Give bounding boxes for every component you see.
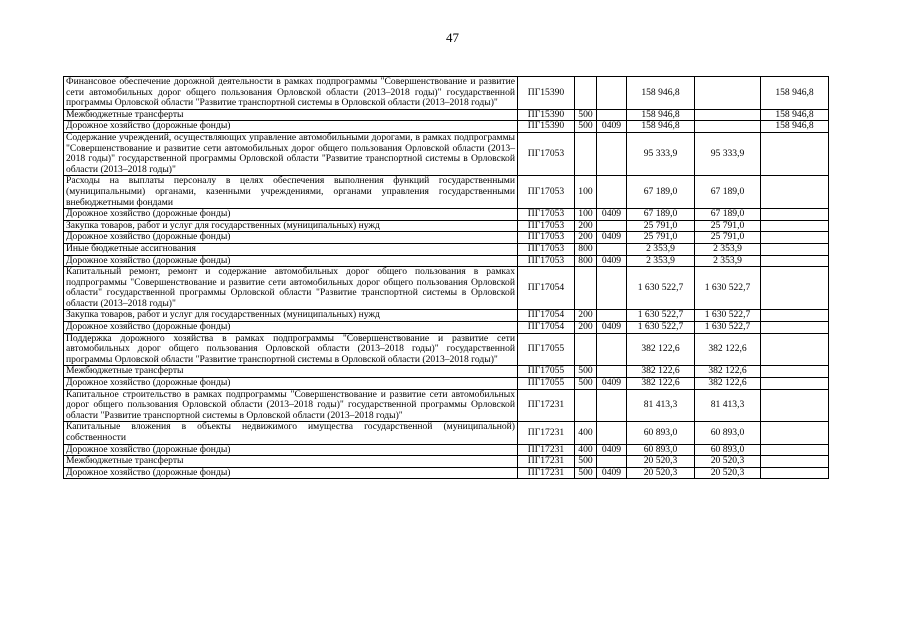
amount-total: 25 791,0: [627, 220, 695, 232]
amount-total: 20 520,3: [627, 456, 695, 468]
expense-type-code: 200: [575, 220, 597, 232]
target-article-code: ПГ17053: [518, 209, 575, 221]
row-description: Дорожное хозяйство (дорожные фонды): [64, 444, 518, 456]
amount-regional: 20 520,3: [695, 456, 761, 468]
amount-total: 1 630 522,7: [627, 310, 695, 322]
section-code: 0409: [597, 209, 627, 221]
section-code: [597, 109, 627, 121]
expense-type-code: 400: [575, 422, 597, 444]
row-description: Поддержка дорожного хозяйства в рамках подпрограммы "Совершенствование и развитие сети автомобильных дорог общего пользования Орловской области (2013–2018 годы)" государственной программы Орловской области "Развитие транспортной системы в Орловской области (2013–2018 годы)": [64, 333, 518, 366]
expense-type-code: 500: [575, 121, 597, 133]
target-article-code: ПГ15390: [518, 121, 575, 133]
section-code: 0409: [597, 444, 627, 456]
budget-table: [63, 76, 829, 479]
target-article-code: ПГ17055: [518, 333, 575, 366]
table-row: [64, 467, 829, 479]
expense-type-code: 800: [575, 255, 597, 267]
amount-total: 20 520,3: [627, 467, 695, 479]
table-row: [64, 209, 829, 221]
amount-total: 25 791,0: [627, 232, 695, 244]
section-code: [597, 220, 627, 232]
section-code: 0409: [597, 378, 627, 390]
section-code: [597, 132, 627, 175]
target-article-code: ПГ17054: [518, 267, 575, 310]
table-row: [64, 132, 829, 175]
table-row: [64, 444, 829, 456]
row-description: Дорожное хозяйство (дорожные фонды): [64, 322, 518, 334]
section-code: [597, 310, 627, 322]
expense-type-code: [575, 77, 597, 110]
amount-federal: [761, 220, 829, 232]
amount-regional: [695, 77, 761, 110]
amount-regional: 25 791,0: [695, 220, 761, 232]
amount-federal: [761, 232, 829, 244]
target-article-code: ПГ17053: [518, 132, 575, 175]
amount-federal: [761, 378, 829, 390]
row-description: Иные бюджетные ассигнования: [64, 243, 518, 255]
row-description: Межбюджетные трансферты: [64, 456, 518, 468]
section-code: [597, 389, 627, 422]
row-description: Дорожное хозяйство (дорожные фонды): [64, 209, 518, 221]
amount-regional: [695, 109, 761, 121]
row-description: Дорожное хозяйство (дорожные фонды): [64, 467, 518, 479]
row-description: Межбюджетные трансферты: [64, 366, 518, 378]
amount-regional: 1 630 522,7: [695, 322, 761, 334]
row-description: Дорожное хозяйство (дорожные фонды): [64, 232, 518, 244]
expense-type-code: 500: [575, 109, 597, 121]
amount-regional: 2 353,9: [695, 243, 761, 255]
target-article-code: ПГ17231: [518, 467, 575, 479]
table-row: [64, 267, 829, 310]
amount-total: 95 333,9: [627, 132, 695, 175]
table-row: [64, 109, 829, 121]
table-row: [64, 220, 829, 232]
target-article-code: ПГ15390: [518, 109, 575, 121]
amount-total: 382 122,6: [627, 333, 695, 366]
expense-type-code: 100: [575, 176, 597, 209]
amount-federal: 158 946,8: [761, 109, 829, 121]
expense-type-code: 200: [575, 310, 597, 322]
section-code: 0409: [597, 232, 627, 244]
table-row: [64, 378, 829, 390]
table-row: [64, 456, 829, 468]
amount-regional: 67 189,0: [695, 209, 761, 221]
table-row: [64, 389, 829, 422]
table-row: [64, 176, 829, 209]
target-article-code: ПГ17231: [518, 422, 575, 444]
amount-federal: [761, 333, 829, 366]
section-code: 0409: [597, 322, 627, 334]
target-article-code: ПГ17053: [518, 243, 575, 255]
amount-federal: [761, 467, 829, 479]
amount-regional: 1 630 522,7: [695, 267, 761, 310]
amount-regional: 95 333,9: [695, 132, 761, 175]
target-article-code: ПГ17231: [518, 389, 575, 422]
amount-regional: 60 893,0: [695, 422, 761, 444]
amount-federal: [761, 176, 829, 209]
table-row: [64, 366, 829, 378]
amount-regional: 382 122,6: [695, 366, 761, 378]
amount-federal: [761, 389, 829, 422]
amount-total: 60 893,0: [627, 422, 695, 444]
target-article-code: ПГ17053: [518, 255, 575, 267]
section-code: [597, 366, 627, 378]
amount-federal: [761, 255, 829, 267]
amount-total: 60 893,0: [627, 444, 695, 456]
amount-regional: 20 520,3: [695, 467, 761, 479]
row-description: Дорожное хозяйство (дорожные фонды): [64, 378, 518, 390]
target-article-code: ПГ17053: [518, 232, 575, 244]
table-row: [64, 121, 829, 133]
row-description: Содержание учреждений, осуществляющих управление автомобильными дорогами, в рамках подпрограммы "Совершенствование и развитие сети автомобильных дорог общего пользования Орловской области (2013–2018 годы)" государственной программы Орловской области "Развитие транспортной системы в Орловской области (2013–2018 годы)": [64, 132, 518, 175]
expense-type-code: [575, 389, 597, 422]
row-description: Капитальные вложения в объекты недвижимого имущества государственной (муниципальной) собственности: [64, 422, 518, 444]
row-description: Дорожное хозяйство (дорожные фонды): [64, 121, 518, 133]
amount-regional: 382 122,6: [695, 378, 761, 390]
row-description: Закупка товаров, работ и услуг для государственных (муниципальных) нужд: [64, 220, 518, 232]
target-article-code: ПГ17053: [518, 220, 575, 232]
target-article-code: ПГ17055: [518, 366, 575, 378]
table-row: [64, 255, 829, 267]
expense-type-code: 200: [575, 232, 597, 244]
expense-type-code: [575, 333, 597, 366]
amount-total: 67 189,0: [627, 176, 695, 209]
amount-federal: [761, 243, 829, 255]
target-article-code: ПГ17054: [518, 322, 575, 334]
row-description: Капитальный ремонт, ремонт и содержание автомобильных дорог общего пользования в рамках подпрограммы "Совершенствование и развитие сети автомобильных дорог общего пользования Орловской области" государственной программы Орловской области "Развитие транспортной системы в Орловской области (2013–2018 годы)": [64, 267, 518, 310]
amount-regional: [695, 121, 761, 133]
expense-type-code: 400: [575, 444, 597, 456]
amount-federal: [761, 132, 829, 175]
amount-total: 382 122,6: [627, 378, 695, 390]
row-description: Расходы на выплаты персоналу в целях обеспечения выполнения функций государственными (муниципальными) органами, казенными учреждениями, органами управления государственными внебюджетными фондами: [64, 176, 518, 209]
amount-total: 67 189,0: [627, 209, 695, 221]
section-code: [597, 176, 627, 209]
target-article-code: ПГ15390: [518, 77, 575, 110]
amount-federal: [761, 444, 829, 456]
expense-type-code: 500: [575, 456, 597, 468]
section-code: 0409: [597, 467, 627, 479]
amount-total: 2 353,9: [627, 255, 695, 267]
section-code: 0409: [597, 121, 627, 133]
target-article-code: ПГ17055: [518, 378, 575, 390]
expense-type-code: 500: [575, 366, 597, 378]
target-article-code: ПГ17231: [518, 456, 575, 468]
amount-regional: 1 630 522,7: [695, 310, 761, 322]
expense-type-code: 500: [575, 467, 597, 479]
expense-type-code: [575, 132, 597, 175]
row-description: Межбюджетные трансферты: [64, 109, 518, 121]
section-code: [597, 267, 627, 310]
section-code: [597, 77, 627, 110]
row-description: Дорожное хозяйство (дорожные фонды): [64, 255, 518, 267]
table-body: [64, 77, 829, 479]
amount-federal: [761, 209, 829, 221]
table-row: [64, 333, 829, 366]
amount-regional: 25 791,0: [695, 232, 761, 244]
section-code: 0409: [597, 255, 627, 267]
row-description: Финансовое обеспечение дорожной деятельности в рамках подпрограммы "Совершенствование и развитие сети автомобильных дорог общего пользования Орловской области (2013–2018 годы)" государственной программы Орловской области "Развитие транспортной системы в Орловской области (2013–2018 годы)": [64, 77, 518, 110]
amount-federal: [761, 366, 829, 378]
amount-regional: 60 893,0: [695, 444, 761, 456]
amount-total: 1 630 522,7: [627, 267, 695, 310]
amount-regional: 2 353,9: [695, 255, 761, 267]
amount-total: 158 946,8: [627, 77, 695, 110]
amount-federal: [761, 322, 829, 334]
amount-total: 158 946,8: [627, 109, 695, 121]
section-code: [597, 456, 627, 468]
section-code: [597, 243, 627, 255]
page-number: 47: [446, 30, 459, 45]
amount-total: 382 122,6: [627, 366, 695, 378]
expense-type-code: 500: [575, 378, 597, 390]
amount-federal: [761, 456, 829, 468]
section-code: [597, 333, 627, 366]
row-description: Закупка товаров, работ и услуг для государственных (муниципальных) нужд: [64, 310, 518, 322]
table-row: [64, 310, 829, 322]
table-row: [64, 243, 829, 255]
table-row: [64, 422, 829, 444]
table-row: [64, 232, 829, 244]
expense-type-code: 200: [575, 322, 597, 334]
expense-type-code: 100: [575, 209, 597, 221]
amount-total: 1 630 522,7: [627, 322, 695, 334]
amount-federal: [761, 310, 829, 322]
table-row: [64, 322, 829, 334]
amount-federal: [761, 267, 829, 310]
amount-regional: 81 413,3: [695, 389, 761, 422]
target-article-code: ПГ17231: [518, 444, 575, 456]
target-article-code: ПГ17053: [518, 176, 575, 209]
amount-regional: 382 122,6: [695, 333, 761, 366]
section-code: [597, 422, 627, 444]
table-row: [64, 77, 829, 110]
row-description: Капитальное строительство в рамках подпрограммы "Совершенствование и развитие сети автомобильных дорог общего пользования Орловской области (2013–2018 годы)" государственной программы Орловской области "Развитие транспортной системы в Орловской области (2013–2018 годы)": [64, 389, 518, 422]
amount-total: 2 353,9: [627, 243, 695, 255]
amount-federal: [761, 422, 829, 444]
amount-regional: 67 189,0: [695, 176, 761, 209]
expense-type-code: [575, 267, 597, 310]
amount-federal: 158 946,8: [761, 77, 829, 110]
amount-total: 81 413,3: [627, 389, 695, 422]
target-article-code: ПГ17054: [518, 310, 575, 322]
amount-federal: 158 946,8: [761, 121, 829, 133]
expense-type-code: 800: [575, 243, 597, 255]
amount-total: 158 946,8: [627, 121, 695, 133]
